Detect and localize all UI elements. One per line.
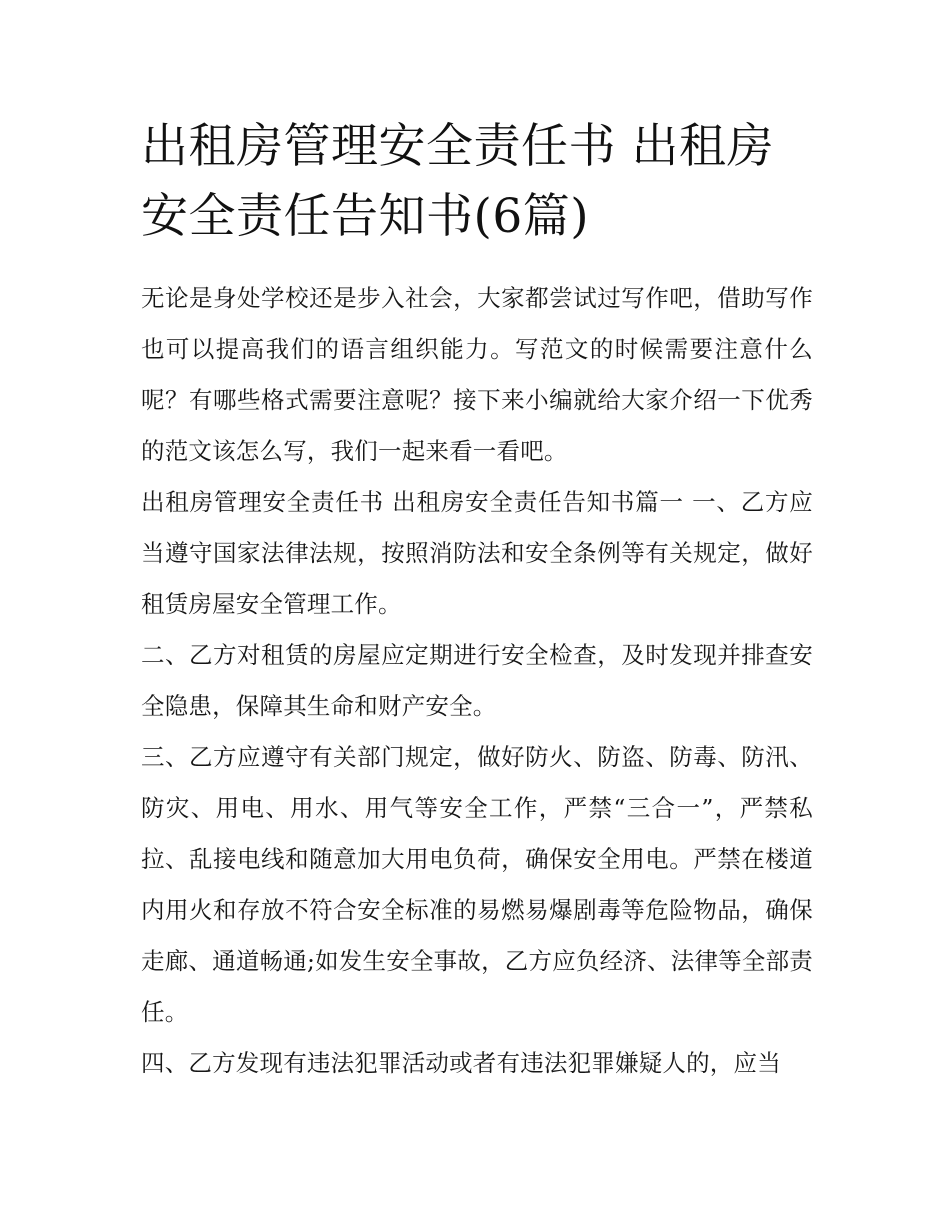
clause-three-paragraph: 三、乙方应遵守有关部门规定，做好防火、防盗、防毒、防汛、防灾、用电、用水、用气等安全工作，严禁“三合一”，严禁私拉、乱接电线和随意加大用电负荷，确保安全用电。严禁在楼道内用火和存放不符合安全标准的易燃易爆剧毒等危险物品，确保走廊、通道畅通;如发生安全事故，乙方应负经济、法律等全部责任。 (141, 743, 813, 1026)
intro-paragraph: 无论是身处学校还是步入社会，大家都尝试过写作吧，借助写作也可以提高我们的语言组织能力。写范文的时候需要注意什么呢？有哪些格式需要注意呢？接下来小编就给大家介绍一下优秀的范文该怎么写，我们一起来看一看吧。 (141, 284, 813, 465)
clause-one-paragraph: 出租房管理安全责任书 出租房安全责任告知书篇一 一、乙方应当遵守国家法律法规，按照消防法和安全条例等有关规定，做好租赁房屋安全管理工作。 (141, 488, 813, 618)
document-body (141, 112, 813, 1089)
paragraph-list (141, 273, 813, 1089)
clause-four-paragraph: 四、乙方发现有违法犯罪活动或者有违法犯罪嫌疑人的，应当 (141, 1049, 781, 1077)
document-title: 出租房管理安全责任书 出租房安全责任告知书(6篇) (141, 119, 774, 244)
clause-two-paragraph: 二、乙方对租赁的房屋应定期进行安全检查，及时发现并排查安全隐患，保障其生命和财产安全。 (141, 641, 813, 720)
